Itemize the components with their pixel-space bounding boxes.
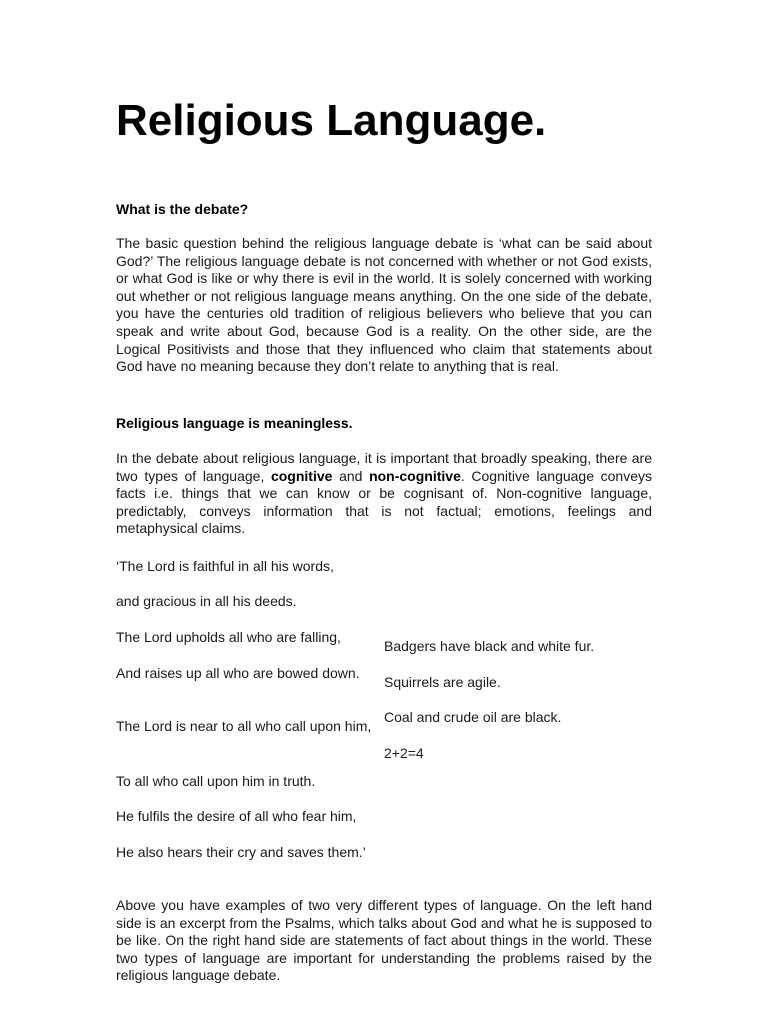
psalm-line: ‘The Lord is faithful in all his words, bbox=[116, 558, 334, 574]
fact-line: Badgers have black and white fur. bbox=[384, 638, 595, 654]
fact-line: Squirrels are agile. bbox=[384, 674, 501, 690]
section-heading-debate: What is the debate? bbox=[116, 201, 249, 217]
paragraph-debate: The basic question behind the religious language debate is ‘what can be said about God?’ The religious language debate is not concerned with whether or not God exists, or what God is like or why there is evil in the world. It is solely concerned with working out whether or not religious language means anything. On the one side of the debate, you have the centuries old tradition of religious believers who believe that you can speak and write about God, because God is a reality. On the other side, are the Logical Positivists and those that they influenced who claim that statements about God have no meaning because they don’t relate to anything that is real. bbox=[116, 235, 652, 375]
psalm-line: To all who call upon him in truth. bbox=[116, 773, 316, 789]
term-non-cognitive: non-cognitive bbox=[369, 467, 461, 484]
term-cognitive: cognitive bbox=[270, 467, 333, 484]
psalm-line: He also hears their cry and saves them.’ bbox=[116, 844, 366, 860]
psalm-line: And raises up all who are bowed down. bbox=[116, 665, 360, 681]
paragraph-language-types bbox=[116, 450, 652, 538]
intro-and: and bbox=[332, 467, 370, 484]
fact-line: Coal and crude oil are black. bbox=[384, 709, 562, 725]
section-heading-meaningless: Religious language is meaningless. bbox=[116, 415, 353, 431]
psalm-line: The Lord upholds all who are falling, bbox=[116, 629, 341, 645]
document-title: Religious Language. bbox=[116, 96, 547, 145]
intro-text: In the debate about religious language, it is important that broadly speaking, there are two types of language, bbox=[116, 450, 652, 484]
psalm-line: The Lord is near to all who call upon him, bbox=[116, 718, 372, 734]
intro-text-continued: . Cognitive language conveys facts i.e. things that we can know or be cognisant of. Non-cognitive language, predictably, conveys information that is not factual; emotions, feelings and metaphysical claims. bbox=[116, 467, 652, 537]
paragraph-conclusion: Above you have examples of two very different types of language. On the left hand side is an excerpt from the Psalms, which talks about God and what he is supposed to be like. On the right hand side are statements of fact about things in the world. These two types of language are important for understanding the problems raised by the religious language debate. bbox=[116, 897, 652, 984]
psalm-line: He fulfils the desire of all who fear him, bbox=[116, 808, 357, 824]
psalm-line: and gracious in all his deeds. bbox=[116, 593, 297, 609]
fact-line: 2+2=4 bbox=[384, 745, 424, 761]
